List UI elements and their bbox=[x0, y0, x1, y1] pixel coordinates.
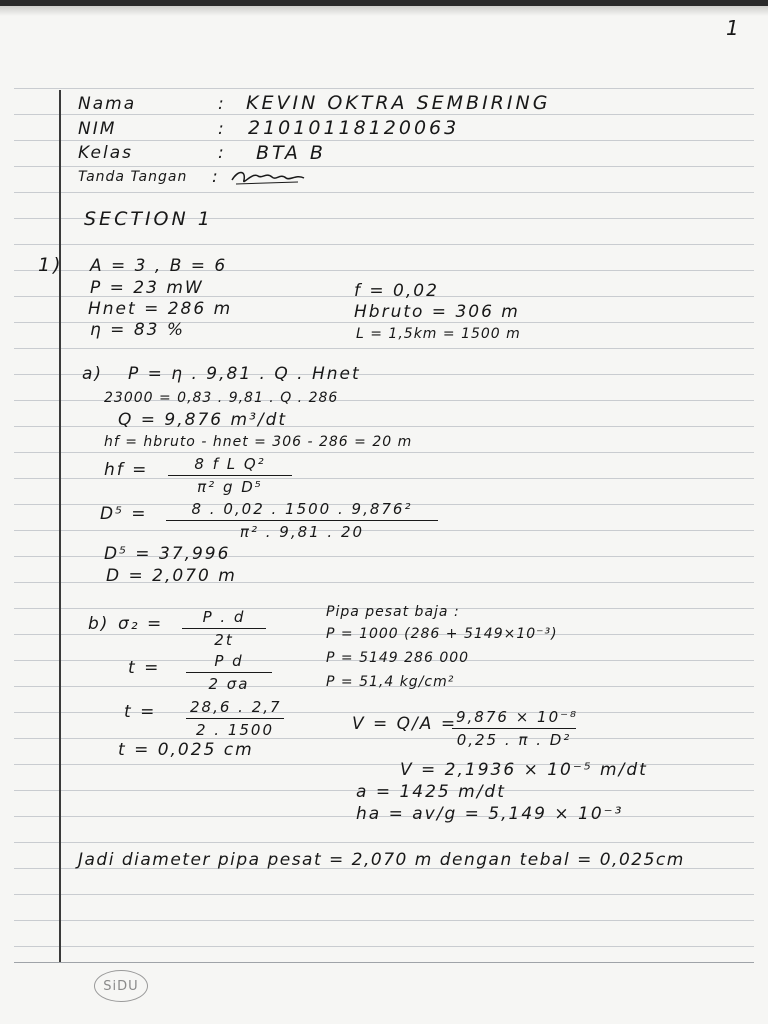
label-kelas: Kelas bbox=[78, 143, 133, 163]
work-line: Q = 9,876 m³/dt bbox=[118, 410, 288, 430]
part-a-label: a) bbox=[82, 364, 104, 384]
logo-text: SiDU bbox=[103, 978, 139, 994]
page-number: 1 bbox=[726, 16, 741, 40]
ruled-line bbox=[14, 114, 754, 115]
label-nim: NIM bbox=[78, 119, 117, 139]
given-line: f = 0,02 bbox=[354, 281, 439, 301]
student-name: KEVIN OKTRA SEMBIRING bbox=[246, 92, 551, 114]
result-line: D⁵ = 37,996 bbox=[104, 544, 231, 564]
work-line: P = η . 9,81 . Q . Hnet bbox=[128, 364, 361, 384]
colon: : bbox=[212, 167, 220, 187]
colon: : bbox=[218, 143, 226, 163]
ruled-line bbox=[14, 88, 754, 89]
fraction-denominator: 2t bbox=[214, 631, 234, 649]
ruled-line bbox=[14, 920, 754, 921]
given-line: η = 83 % bbox=[90, 320, 186, 340]
result-line: D = 2,070 m bbox=[106, 566, 237, 586]
wave-speed-line: a = 1425 m/dt bbox=[356, 782, 506, 802]
formula-prefix: t = bbox=[124, 702, 157, 722]
ruled-line bbox=[14, 166, 754, 167]
given-line: A = 3 , B = 6 bbox=[90, 256, 228, 276]
label-tanda-tangan: Tanda Tangan bbox=[78, 169, 188, 185]
work-line: 23000 = 0,83 . 9,81 . Q . 286 bbox=[104, 390, 339, 406]
fraction-denominator: 2 . 1500 bbox=[195, 721, 275, 739]
ruled-line-bottom bbox=[14, 962, 754, 963]
sidu-logo bbox=[94, 970, 148, 1002]
part-b-label: b) bbox=[88, 614, 110, 634]
colon: : bbox=[218, 94, 226, 114]
ruled-line bbox=[14, 374, 754, 375]
ruled-line bbox=[14, 738, 754, 739]
t-result: t = 0,025 cm bbox=[118, 740, 254, 760]
section-title: SECTION 1 bbox=[84, 208, 213, 230]
sigma-fraction bbox=[182, 608, 266, 649]
margin-line bbox=[59, 90, 61, 962]
t2-fraction bbox=[186, 698, 284, 739]
label-nama: Nama bbox=[78, 94, 137, 114]
problem-number: 1) bbox=[38, 254, 64, 276]
given-line: Hbruto = 306 m bbox=[354, 302, 520, 322]
given-line: L = 1,5km = 1500 m bbox=[356, 326, 521, 342]
student-class: BTA B bbox=[256, 142, 326, 164]
velocity-result: V = 2,1936 × 10⁻⁵ m/dt bbox=[400, 760, 648, 780]
fraction-numerator: 9,876 × 10⁻⁸ bbox=[452, 708, 576, 729]
fraction-numerator: 8 f L Q² bbox=[168, 455, 292, 476]
scan-shadow bbox=[0, 6, 768, 16]
side-note: P = 5149 286 000 bbox=[326, 650, 470, 666]
hf-fraction bbox=[168, 455, 292, 496]
ruled-line bbox=[14, 244, 754, 245]
formula-prefix: σ₂ = bbox=[118, 614, 164, 634]
student-nim: 21010118120063 bbox=[248, 117, 460, 139]
d5-fraction bbox=[166, 500, 438, 541]
fraction-denominator: π² . 9,81 . 20 bbox=[239, 523, 365, 541]
formula-prefix: V = Q/A = bbox=[352, 714, 458, 734]
fraction-denominator: 0,25 . π . D² bbox=[456, 731, 572, 749]
ruled-line bbox=[14, 452, 754, 453]
given-line: P = 23 mW bbox=[90, 278, 204, 298]
formula-prefix: hf = bbox=[104, 460, 149, 480]
formula-prefix: D⁵ = bbox=[100, 504, 148, 524]
fraction-numerator: P d bbox=[186, 652, 272, 673]
v-fraction bbox=[452, 708, 579, 749]
ruled-line bbox=[14, 140, 754, 141]
given-line: Hnet = 286 m bbox=[88, 299, 233, 319]
side-note: P = 1000 (286 + 5149×10⁻³) bbox=[326, 626, 558, 642]
colon: : bbox=[218, 119, 226, 139]
fraction-numerator: P . d bbox=[182, 608, 266, 629]
fraction-numerator: 8 . 0,02 . 1500 . 9,876² bbox=[166, 500, 438, 521]
fraction-denominator: π² g D⁵ bbox=[197, 478, 263, 496]
signature bbox=[228, 166, 310, 188]
ruled-line bbox=[14, 192, 754, 193]
t1-fraction bbox=[186, 652, 272, 693]
head-rise-line: ha = av/g = 5,149 × 10⁻³ bbox=[356, 804, 624, 824]
ruled-line bbox=[14, 946, 754, 947]
ruled-line bbox=[14, 842, 754, 843]
formula-prefix: t = bbox=[128, 658, 161, 678]
ruled-line bbox=[14, 894, 754, 895]
ruled-line bbox=[14, 348, 754, 349]
side-note: Pipa pesat baja : bbox=[326, 604, 460, 620]
fraction-denominator: 2 σa bbox=[208, 675, 250, 693]
side-note: P = 51,4 kg/cm² bbox=[326, 674, 455, 690]
conclusion: Jadi diameter pipa pesat = 2,070 m dengan tebal = 0,025cm bbox=[78, 850, 685, 870]
work-line: hf = hbruto - hnet = 306 - 286 = 20 m bbox=[104, 434, 413, 450]
fraction-numerator: 28,6 . 2,7 bbox=[186, 698, 284, 719]
